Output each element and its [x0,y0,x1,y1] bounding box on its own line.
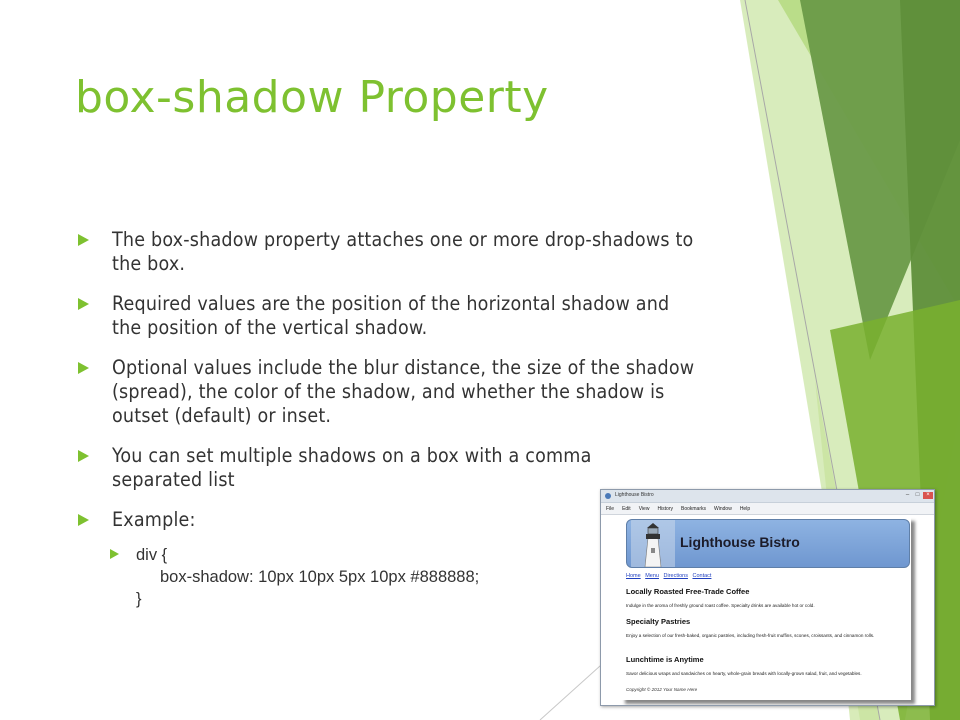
arrow-bullet-icon [78,362,89,374]
page-banner [626,519,910,568]
section-text: Enjoy a selection of our fresh-baked, organic pastries, including fresh-fruit muffins, scones, croissants, and cinnamon rolls. [626,633,875,638]
copyright-text: Copyright © 2012 Your Name Here [626,687,698,692]
bullet-text: You can set multiple shadows on a box with a comma separated list [112,444,592,491]
bullet-text: Required values are the position of the horizontal shadow and the position of the vertical shadow. [112,292,670,339]
page-content-box [621,517,911,700]
section-heading: Locally Roasted Free-Trade Coffee [626,587,750,596]
arrow-bullet-icon [78,450,89,462]
maximize-icon: □ [915,492,920,498]
code-line: box-shadow: 10px 10px 5px 10px #888888; [160,568,480,586]
section-text: Savor delicious wraps and sandwiches on hearty, whole-grain breads with locally-grown salad, fruit, and vegetables. [626,671,862,676]
menu-history: History [657,505,673,512]
bullet-item [78,228,698,276]
browser-app-icon [605,493,611,499]
minimize-icon: – [905,492,910,498]
bullet-item [78,444,632,492]
arrow-bullet-icon [78,234,89,246]
browser-menubar [601,503,934,515]
menu-edit: Edit [622,505,631,512]
code-line: div { [136,546,168,564]
bullet-text: Optional values include the blur distance, the size of the shadow (spread), the color of the shadow, and whether the shadow is outset (default) or inset. [112,356,695,427]
arrow-bullet-icon [78,298,89,310]
bullet-item [78,292,698,340]
menu-file: File [606,505,615,512]
lighthouse-icon [631,520,675,567]
arrow-bullet-icon [78,514,89,526]
code-line: } [136,590,142,608]
window-titlebar [601,490,934,503]
banner-title: Lighthouse Bistro [680,534,800,550]
menu-bookmarks: Bookmarks [681,505,707,512]
section-heading: Lunchtime is Anytime [626,655,704,664]
nav-link-menu: Menu [645,573,659,579]
menu-view: View [638,505,650,512]
arrow-bullet-icon [110,549,119,559]
bullet-text: Example: [112,508,196,531]
window-title: Lighthouse Bistro [615,492,654,498]
menu-help: Help [739,505,751,512]
nav-link-directions: Directions [663,573,688,579]
slide-title: box-shadow Property [75,72,549,123]
nav-link-contact: Contact [692,573,712,579]
menu-window: Window [714,505,732,512]
site-nav [626,573,714,579]
bullet-text: The box-shadow property attaches one or more drop-shadows to the box. [112,228,694,275]
close-icon: × [923,492,933,499]
section-text: Indulge in the aroma of freshly ground roast coffee. Specialty drinks are available hot or cold. [626,603,815,608]
nav-link-home: Home [626,573,641,579]
section-heading: Specialty Pastries [626,617,691,626]
browser-viewport [601,515,934,705]
browser-screenshot [600,489,935,706]
bullet-item [78,356,698,428]
